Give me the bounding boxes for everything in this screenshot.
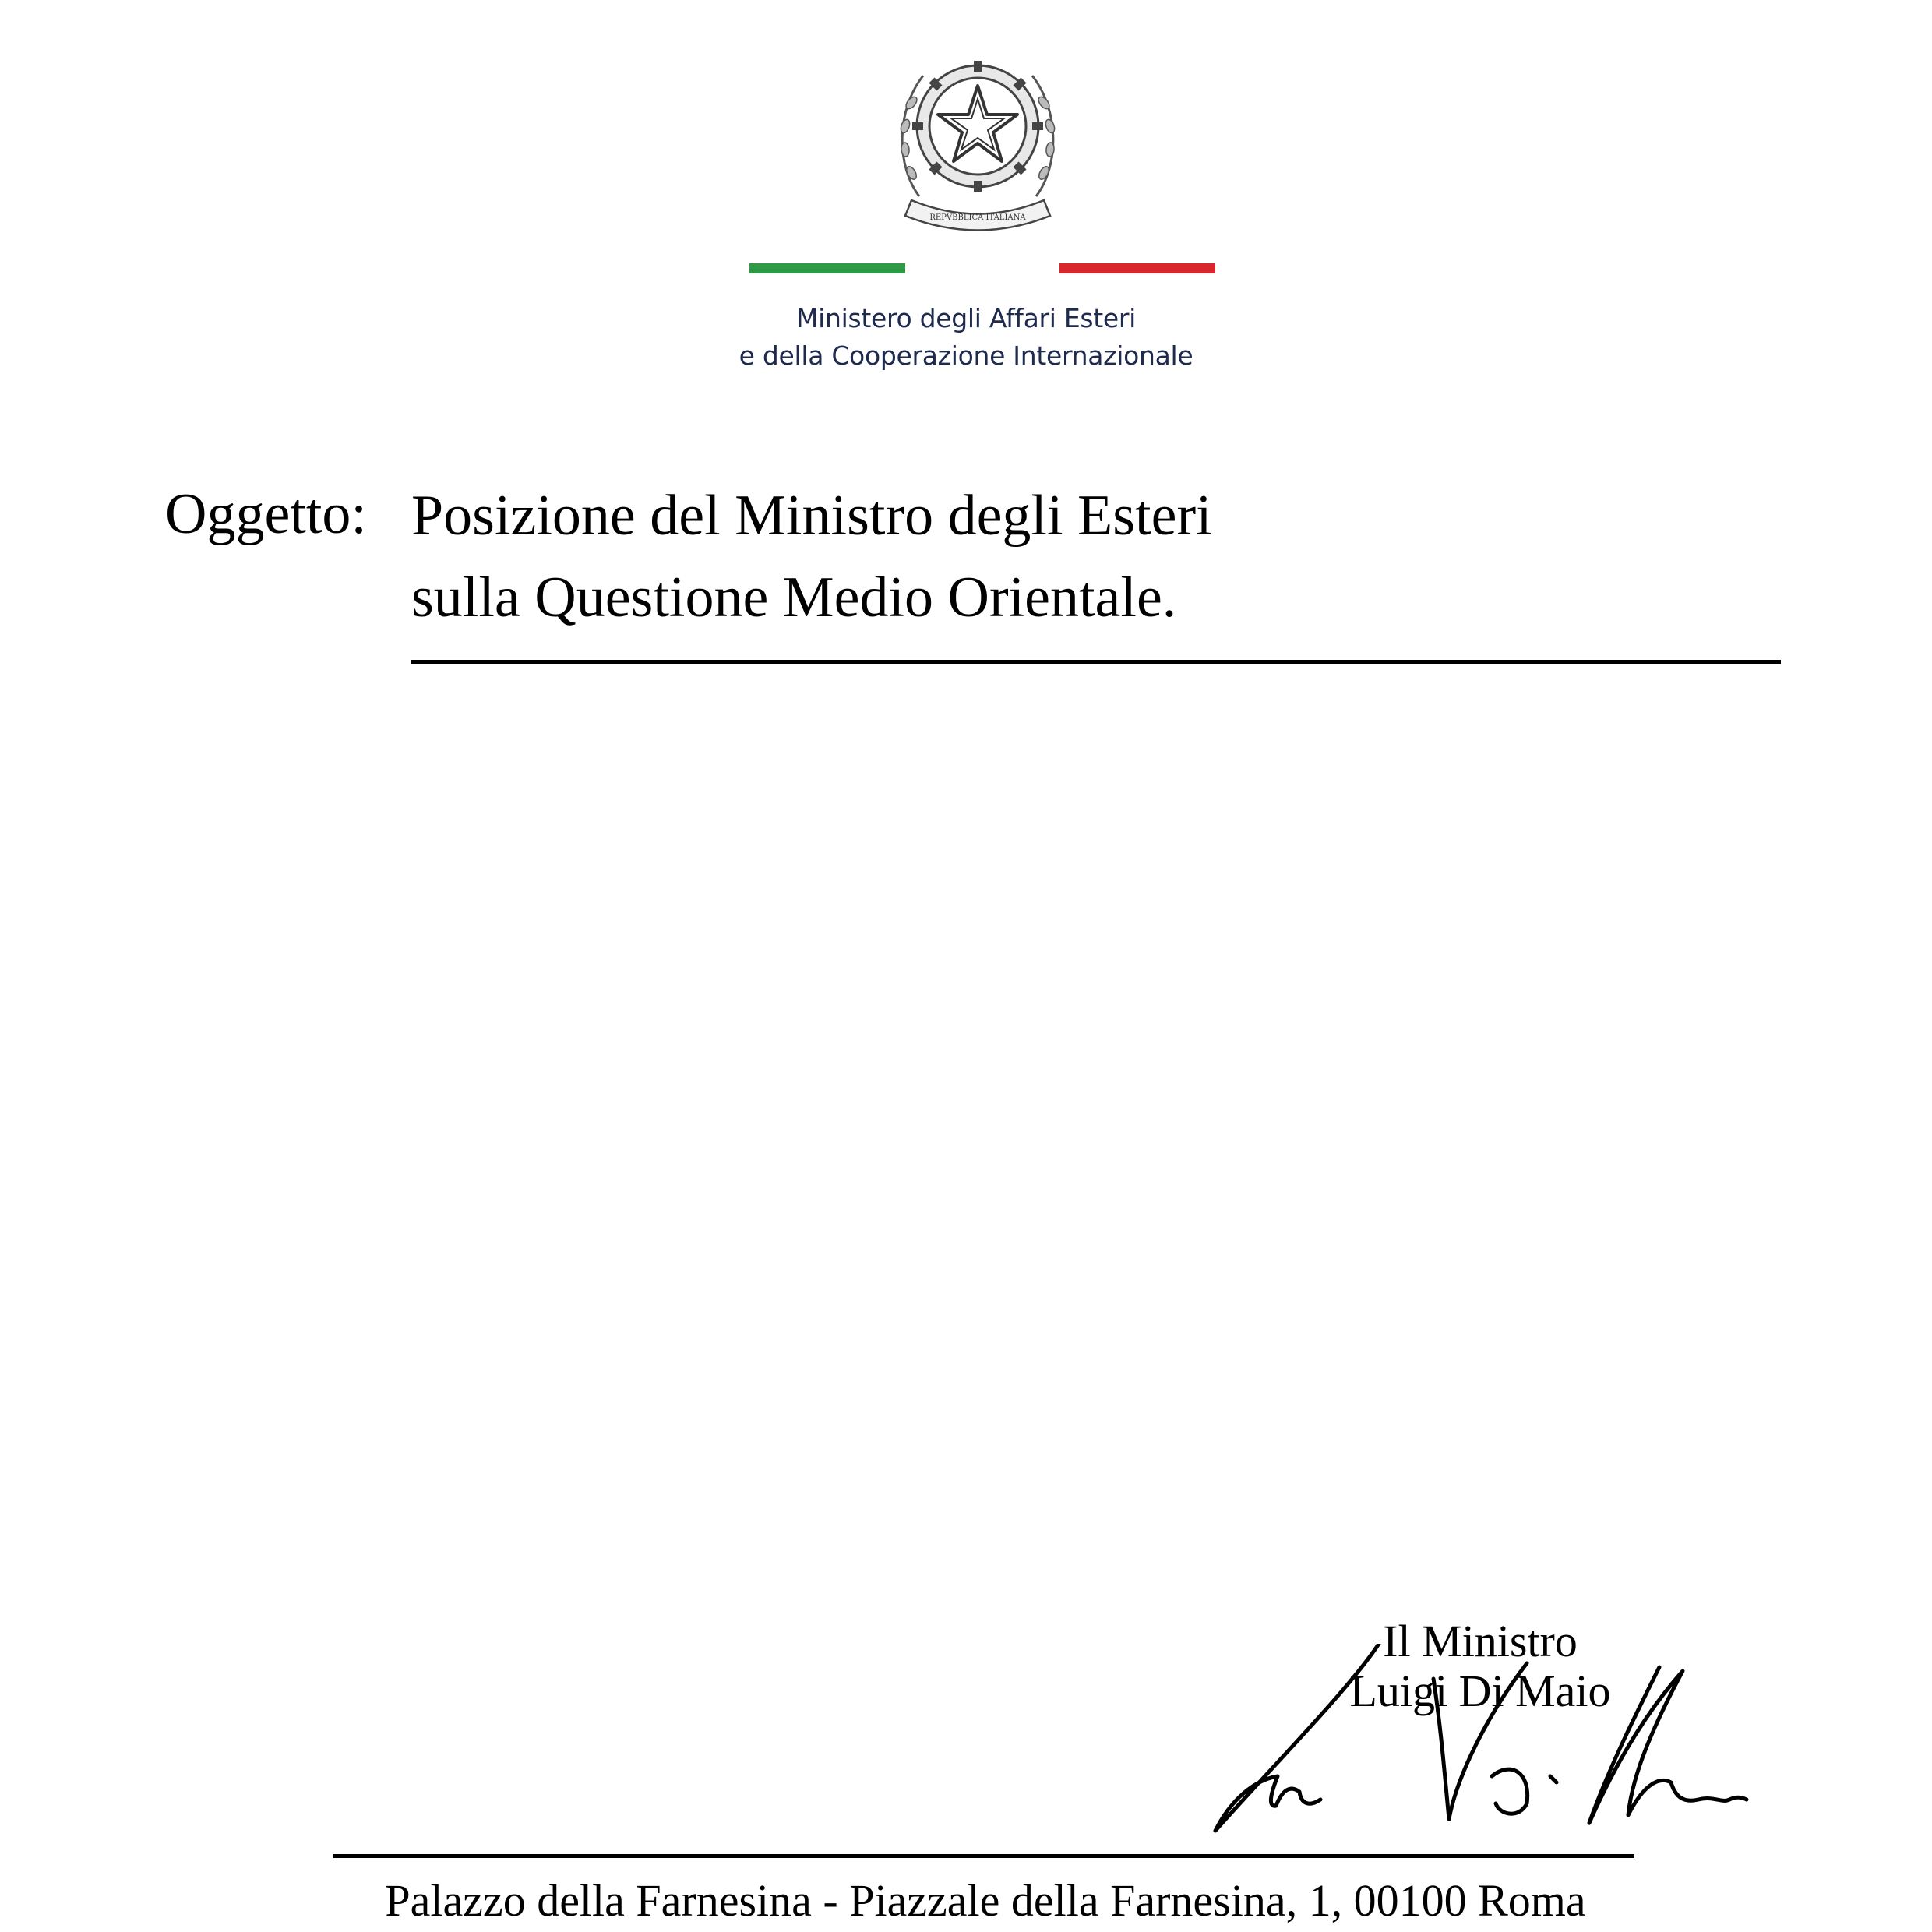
footer-address: Palazzo della Farnesina - Piazzale della Farnesina, 1, 00100 Roma (385, 1875, 1586, 1926)
subject-label: Oggetto: (165, 482, 367, 546)
ministry-name-line1: Ministero degli Affari Esteri (795, 303, 1137, 333)
signature-name: Luigi Di Maio (1349, 1666, 1611, 1716)
flag-green-bar (749, 263, 905, 273)
emblem-ribbon-text: REPVBBLICA ITALIANA (929, 213, 1026, 222)
subject-line2: sulla Questione Medio Orientale. (411, 566, 1177, 629)
ministry-name (732, 300, 1200, 375)
flag-red-bar (1059, 263, 1215, 273)
signature-title: Il Ministro (1383, 1616, 1578, 1666)
handwritten-signature (1184, 1644, 1761, 1846)
subject-text (411, 475, 1212, 639)
republic-emblem-icon (888, 41, 1067, 235)
subject-line1: Posizione del Ministro degli Esteri (411, 484, 1212, 548)
subject-underline (411, 660, 1781, 664)
footer-rule (333, 1854, 1634, 1858)
ministry-name-line2: e della Cooperazione Internazionale (739, 340, 1193, 371)
